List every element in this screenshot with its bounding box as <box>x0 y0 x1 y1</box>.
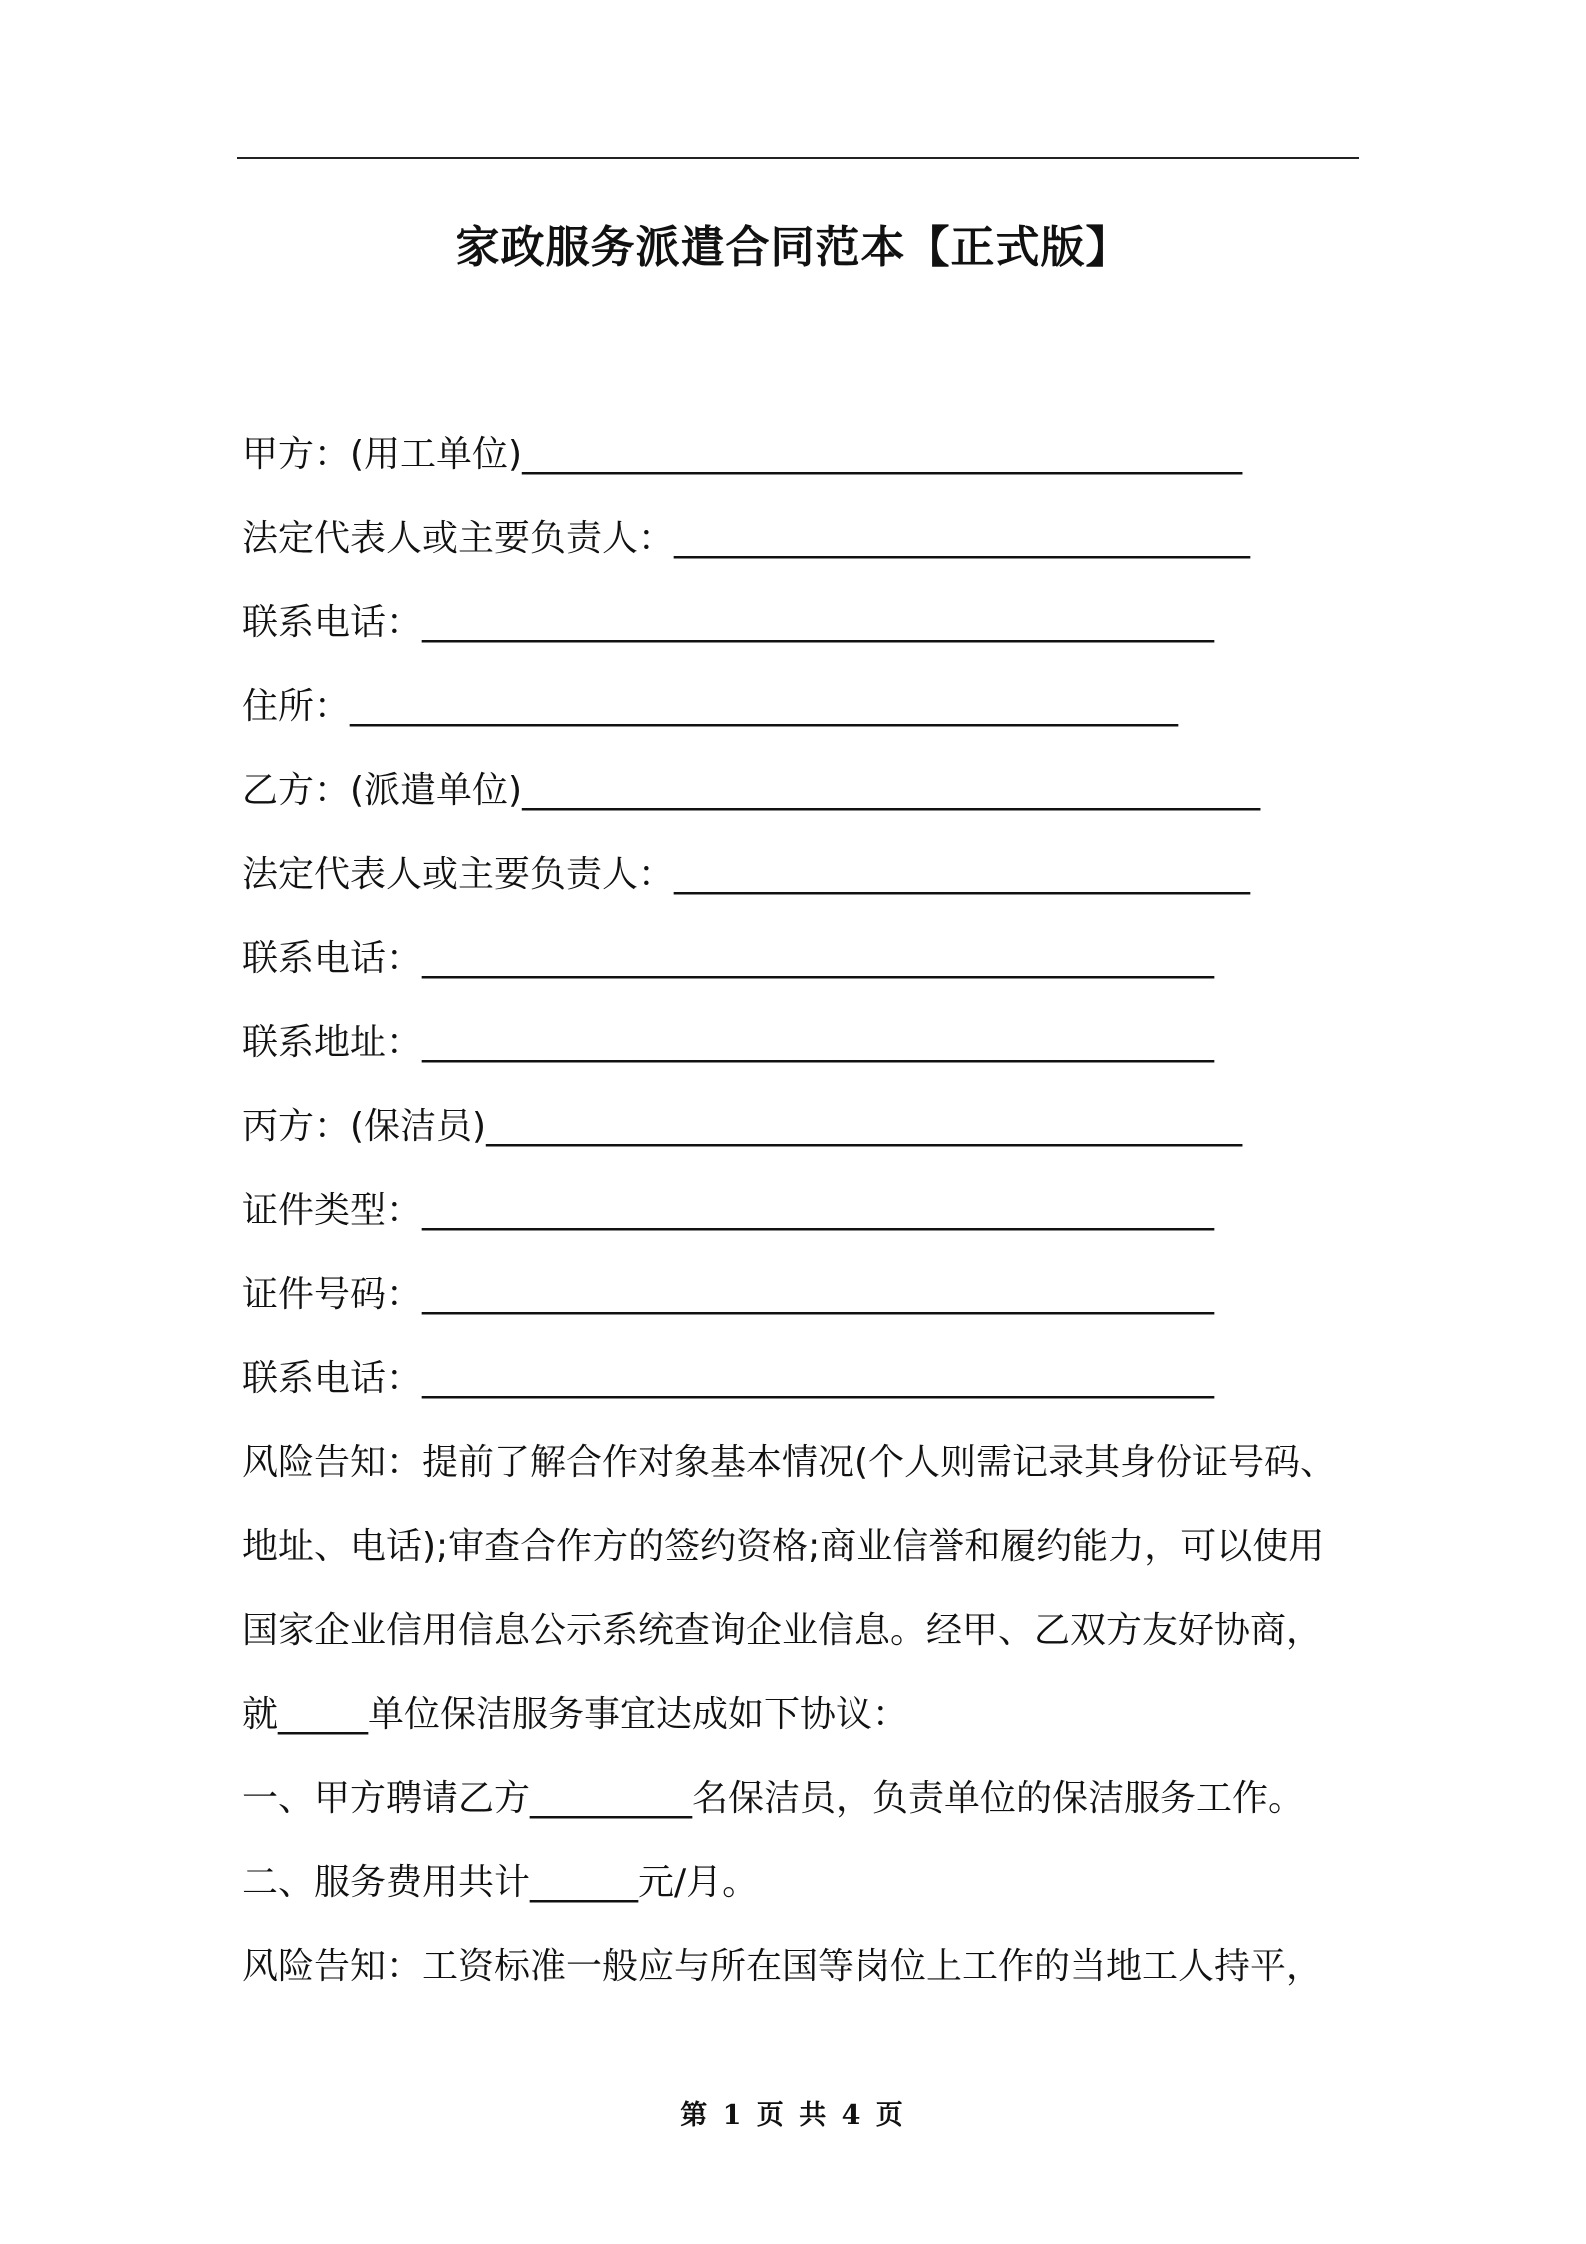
document-body <box>242 413 1372 2009</box>
risk-notice-wage-line: 风险告知：工资标准一般应与所在国等岗位上工作的当地工人持平， <box>242 1946 1323 1987</box>
party-b-representative-line: 法定代表人或主要负责人：________________________________ <box>242 854 1251 895</box>
party-c-phone-line: 联系电话：____________________________________________ <box>242 1358 1215 1399</box>
party-a-phone-line: 联系电话：____________________________________________ <box>242 602 1215 643</box>
clause-two-line: 二、服务费用共计______元/月。 <box>242 1862 759 1903</box>
risk-notice-line-1: 风险告知：提前了解合作对象基本情况(个人则需记录其身份证号码、 <box>242 1442 1337 1483</box>
party-a-address-line: 住所：______________________________________________ <box>242 686 1179 727</box>
party-a-line: 甲方：(用工单位)________________________________________ <box>242 434 1243 475</box>
party-c-line: 丙方：(保洁员)__________________________________________ <box>242 1106 1243 1147</box>
clause-one-line: 一、甲方聘请乙方_________名保洁员，负责单位的保洁服务工作。 <box>242 1778 1305 1819</box>
party-b-line: 乙方：(派遣单位)_________________________________________ <box>242 770 1261 811</box>
party-c-id-type-line: 证件类型：____________________________________________ <box>242 1190 1215 1231</box>
risk-notice-line-3: 国家企业信用信息公示系统查询企业信息。经甲、乙双方友好协商， <box>242 1610 1323 1651</box>
party-c-id-number-line: 证件号码：____________________________________________ <box>242 1274 1215 1315</box>
header-rule <box>237 157 1359 159</box>
risk-notice-line-2: 地址、电话);审查合作方的签约资格;商业信誉和履约能力，可以使用 <box>242 1526 1325 1567</box>
page-number-footer: 第 1 页 共 4 页 <box>680 2100 906 2131</box>
agreement-intro-line: 就_____单位保洁服务事宜达成如下协议： <box>242 1694 909 1735</box>
party-b-phone-line: 联系电话：____________________________________________ <box>242 938 1215 979</box>
document-title: 家政服务派遣合同范本【正式版】 <box>455 222 1131 273</box>
party-b-address-line: 联系地址：____________________________________________ <box>242 1022 1215 1063</box>
party-a-representative-line: 法定代表人或主要负责人：________________________________ <box>242 518 1251 559</box>
